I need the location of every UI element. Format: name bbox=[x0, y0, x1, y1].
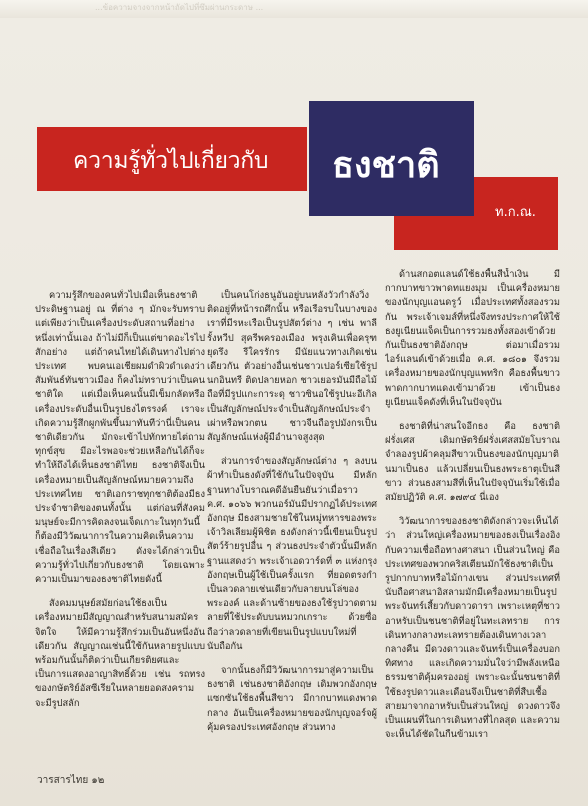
paragraph: ความรู้สึกของคนทั่วไปเมื่อเห็นธงชาติ ประดิษฐานอยู่ ณ ที่ต่าง ๆ มักจะรับทราบแต่เพียงว่าเป็นเครื่องประดับสถานที่อย่างหนึ่งเท่านั้นเอง ถ้าไม่มีก็เป็นแต่ขาดอะไรไปสักอย่าง แต่ถ้าคนไทยได้เดินทางไปต่างประเทศ พบคนเอเชียผมดำผิวดำเดงว่าสัมพันธ์ทันชาวเมือง ก็คงไม่ทราบว่าเป็นคนชาติใด แต่เมื่อเห็นคนนั้นมีเข็มกลัดหรือเครื่องประดับอื่นเป็นรูปธงไตรรงค์ เราจะเกิดความรู้สึกผูกพันขึ้นมาทันทีว่านี่เป็นคนชาติเดียวกัน มักจะเข้าไปทักทายไต่ถามทุกข์สุข มีอะไรพอจะช่วยเหลือกันได้ก็จะทำให้ถึงได้เห็นธงชาติไทย ธงชาติจึงเป็นเครื่องหมายเป็นสัญลักษณ์หมายความถึงประเทศไทย ชาติเอกราชทุกชาติต้องมีธงประจำชาติของตนทั้งนั้น แต่ก่อนที่สังคมมนุษย์จะมีการคิดลงจนเจ็ดเกาะในทุกวันนี้ ก็ต้องมีวิวัฒนาการในความคิดเห็นความเชื่อถือในเรื่องสีเดียว ดังจะได้กล่าวเป็นความรู้ทั่วไปเกี่ยวกับธงชาติ โดยเฉพาะความเป็นมาของธงชาติไทยดังนี้ bbox=[35, 290, 205, 586]
page-footer: วารสารไทย ๑๒ bbox=[37, 775, 105, 786]
paragraph: วิวัฒนาการของธงชาติดังกล่าวจะเห็นได้ว่า ส่วนใหญ่เครื่องหมายของธงเป็นเรื่องอิงกับความเชื่อถือทางศาสนา เป็นส่วนใหญ่ คือ ประเทศของพวกคริสเตียนมักใช้ธงชาติเป็นรูปกากบาทหรือไม้กางเขน ส่วนประเทศที่นับถือศาสนาอิสลามมักมีเครื่องหมายเป็นรูปพระจันทร์เสี้ยวกับดาวดารา เพราะเหตุที่ชาวอาหรับเป็นชนชาติที่อยู่ในทะเลทราย การเดินทางกลางทะเลทรายต้องเดินทางเวลากลางคืน มีดวงดาวและจันทร์เป็นเครื่องบอกทิศทาง และเกิดความมั่นใจว่ามีพลังเหนือธรรมชาติคุ้มครองอยู่ เพราะฉะนั้นชนชาติที่ใช้ธงรูปดาวและเดือนจึงเป็นชาติที่สืบเชื้อสายมาจากอาหรับเป็นส่วนใหญ่ ดวงดาวจึงเป็นแผนที่ในการเดินทางที่ไกลสุด และความจะเห็นได้ชัดในกืนข้ามเรา bbox=[385, 516, 560, 741]
author-byline: ท.ก.ณ. bbox=[495, 205, 536, 220]
title-right: ธงชาติ bbox=[332, 145, 440, 186]
paragraph: จากนั้นธงก็มีวิวัฒนาการมาสู่ความเป็นธงชาติ เช่นธงชาติอังกฤษ เดิมพวกอังกฤษแซกซันใช้ธงพื้นสีขาว มีกากบาทแดงพาดกลาง อันเป็นเครื่องหมายของนักบุญจอร์จผู้คุ้มครองประเทศอังกฤษ ส่วนทาง bbox=[207, 665, 377, 733]
paragraph: ธงชาติที่น่าสนใจอีกธง คือ ธงชาติฝรั่งเศส เดิมกษัตริย์ฝรั่งเศสสมัยโบราณจำลองรูปผ้าคลุมสีขาวเป็นธงของนักบุญมาตินมาเป็นธง แล้วเปลี่ยนเป็นธงพระธาตุเป็นสีขาว ส่วนธงสามสีที่เห็นในปัจจุบันเริ่มใช้เมื่อสมัยปฏิวัติ ค.ศ. ๑๗๙๔ นี่เอง bbox=[385, 421, 560, 504]
text-column-3 bbox=[385, 268, 560, 772]
text-column-1 bbox=[35, 289, 205, 777]
paragraph: สังคมมนุษย์สมัยก่อนใช้ธงเป็นเครื่องหมายมีสัญญาณสำหรับสนามสมัครจิตใจ ให้มีความรู้สึกร่วมเป็นอันหนึ่งอันเดียวกัน สัญญาณเช่นนี้ใช้กันหลายรูปแบบ พร้อมกันนั้นก็ติดว่าเป็นเกียรติยศและเป็นการแสดงอาญาสิทธิ์ด้วย เช่น รถทรงของกษัตริย์อัสซีเรียในหลายยอดสงคราม จะมีรูปสลัก bbox=[35, 598, 205, 709]
show-through-text: ...ข้อความจางจากหน้าถัดไปที่ซึมผ่านกระดาษ ... bbox=[95, 3, 264, 12]
paragraph: ส่วนการจำของสัญลักษณ์ต่าง ๆ ลงบนผ้าทำเป็นธงดังที่ใช้กันในปัจจุบัน มีหลักฐานทางโบราณคดีอันยืนยันว่าเมื่อราว ค.ศ. ๑๐๖๖ พวกนอร์มันมีปรากฏได้ประเทศอังกฤษ มีธงสามชายใช้ในหมู่ทหารของพระเจ้าวิลเลียมผู้พิชิต ธงดังกล่าวนี้เขียนเป็นรูปสัตว์ร้ายรูปอื่น ๆ ส่วนธงประจำตัวนั้นมีหลักฐานแสดงว่า พระเจ้าเอดวาร์ดที่ ๓ แห่งกรุงอังกฤษเป็นผู้ใช้เป็นครั้งแรก ที่ยอดตรงกำเป็นลวดลายเช่นเดียวกับลายบนโล่ของพระองค์ และด้านซ้ายของธงใช้รูปวาดตามลายที่ใช้ประดับบนหมวกเกราะ ด้วยซื่อถือว่าลวดลายที่เขียนเป็นรูปแบบใหม่ที่นับถือกัน bbox=[207, 456, 377, 652]
paragraph: ด้านสกอตแลนด์ใช้ธงพื้นสีน้ำเงิน มีกากบาทขาวพาดทแยงมุม เป็นเครื่องหมายของนักบุญแอนดรูว์ เมื่อประเทศทั้งสองรวมกัน พระเจ้าเจมส์ที่หนึ่งจึงทรงประกาศให้ใช้ธงยูเนียนแจ็คเป็นการรวมธงทั้งสองเข้าด้วยกันเป็นธงชาติอังกฤษ ต่อมาเมื่อรวมไอร์แลนด์เข้าด้วยเมื่อ ค.ศ. ๑๘๐๑ จึงรวมเครื่องหมายของนักบุญแพทริก คือธงพื้นขาวพาดกากบาทแดงเข้ามาด้วย เข้าเป็นธงยูเนียนแจ็คดังที่เห็นในปัจจุบัน bbox=[385, 269, 560, 408]
paragraph: เป็นคนโก่งธนูอันอยู่บนหลังวัวกำลังวิ่งติดอยู่ที่หน้ารถศึกนั้น หรือเรือรบในบางของเราที่มีรหะเรือเป็นรูปสัตว์ต่าง ๆ เช่น พาลีรั้งหวีป สุครีพครองเมือง พรุงเคินเพื่อครุฑยุดรึง รีใครรักร มีนัยแนวทางเกิดเช่นเดียวกัน ตัวอย่างอื่นเช่นชาวเปอร์เซียใช้รูปนกอินทรี ติดปลายหอก ชาวเยอรมันมีถือไม้ถือที่มีรูปแกะการะดุ ชาวซินอใช้รูปนะอีเกิลเป็นสัญลักษณ์ประจำเป็นสัญลักษณ์ประจำเผ่าหรือพวกตน ชาวจีนถือรูปมังกรเป็นสัญลักษณ์แห่งผู้มีอำนาจสูงสุด bbox=[207, 290, 377, 444]
text-column-2 bbox=[207, 289, 377, 777]
title-left: ความรู้ทั่วไปเกี่ยวกับ bbox=[73, 148, 269, 174]
